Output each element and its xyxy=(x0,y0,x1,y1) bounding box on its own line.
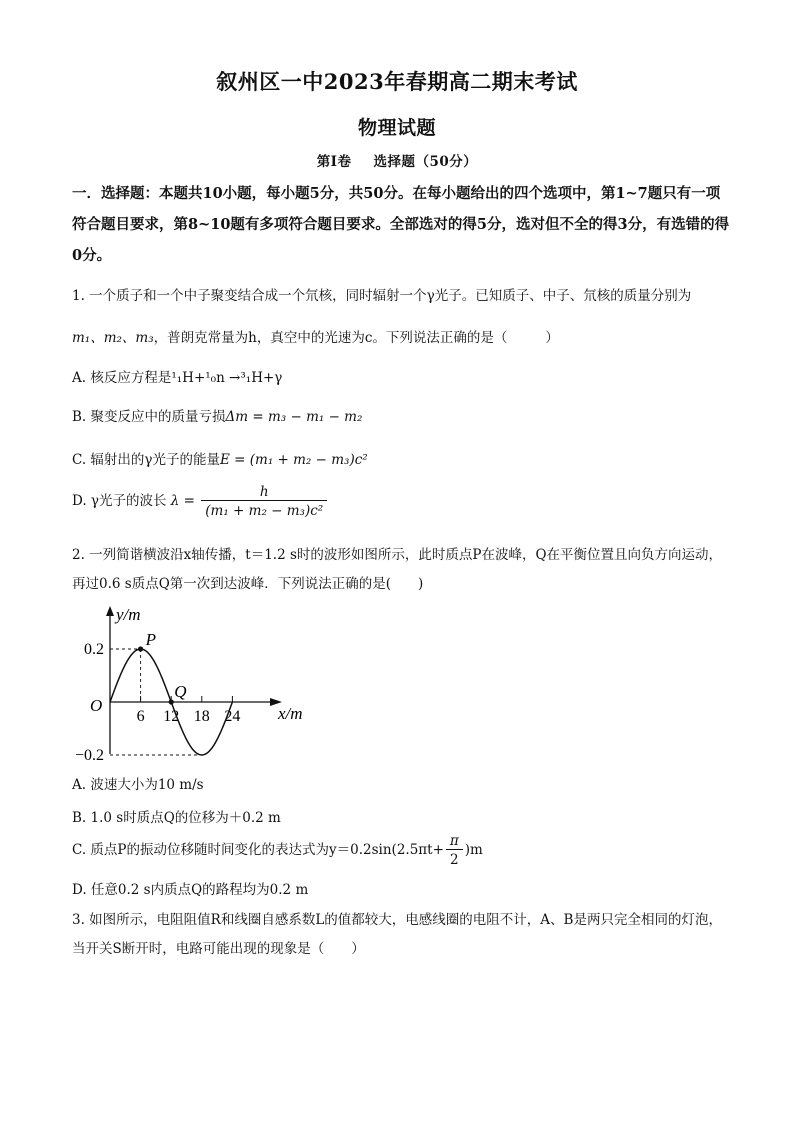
q3-text: 3. 如图所示，电阻阻值R和线圈自感系数L的值都较大，电感线圈的电阻不计，A、B是两只完全相同的灯泡，当开关S断开时，电路可能出现的现象是（ ） xyxy=(72,912,722,957)
wave-graph xyxy=(72,600,332,765)
y-tick-label: −0.2 xyxy=(74,747,104,764)
q2-option-c-denominator: 2 xyxy=(446,849,463,868)
point-p xyxy=(138,646,143,651)
q1-option-d-fraction xyxy=(201,484,327,519)
q1-option-c-label: C. 辐射出的γ光子的能量 xyxy=(72,452,220,468)
q2-option-c-numerator: π xyxy=(449,833,459,849)
q1-option-a-formula: ¹₁H+¹₀n →³₁H+γ xyxy=(171,370,283,386)
q1-option-a xyxy=(72,366,282,386)
y-axis-arrow xyxy=(106,606,114,616)
exam-title: 叙州区一中2023年春期高二期末考试 xyxy=(216,69,578,94)
section-label: 第I卷 xyxy=(316,154,352,170)
x-axis-label: x/m xyxy=(278,704,303,723)
q1-mass-vars: m₁、m₂、m₃ xyxy=(72,330,154,346)
q1-line1: 1. 一个质子和一个中子聚变结合成一个氘核，同时辐射一个γ光子。已知质子、中子、氘核的质量分别为 xyxy=(72,288,692,304)
section-heading xyxy=(0,150,794,170)
q1-option-c xyxy=(72,448,368,468)
q2-option-b: B. 1.0 s时质点Q的位移为＋0.2 m xyxy=(72,810,281,826)
q1-option-b xyxy=(72,405,362,425)
q1-option-b-label: B. 聚变反应中的质量亏损 xyxy=(72,409,226,425)
subject-title: 物理试题 xyxy=(357,117,436,139)
q1-option-d-denominator: (m₁ + m₂ − m₃)c² xyxy=(201,500,327,519)
x-tick-label: 12 xyxy=(163,708,180,725)
q2-option-c-post: )m xyxy=(464,842,483,858)
origin-label: O xyxy=(90,696,103,715)
x-tick-label: 24 xyxy=(224,708,241,725)
q1-option-d-numerator: h xyxy=(259,484,269,500)
q1-line2-text: ，普朗克常量为h，真空中的光速为c。下列说法正确的是（ xyxy=(153,330,508,346)
q1-option-c-formula: E = (m₁ + m₂ − m₃)c² xyxy=(220,452,368,468)
section-name: 选择题（50分） xyxy=(373,154,478,170)
q2-option-c-pre: C. 质点P的振动位移随时间变化的表达式为y＝0.2sin(2.5πt+ xyxy=(72,842,444,858)
x-tick-label: 6 xyxy=(136,708,145,725)
point-label-p: P xyxy=(145,630,156,649)
q1-option-a-label: A. 核反应方程是 xyxy=(72,370,172,386)
q1-option-d-lhs: λ = xyxy=(170,493,195,509)
instructions: 一．选择题：本题共10小题，每小题5分，共50分。在每小题给出的四个选项中，第1~7题只有一项符合题目要求，第8~10题有多项符合题目要求。全部选对的得5分，选对但不全的得3分，有选错的得0分。 xyxy=(72,185,730,264)
y-tick-label: 0.2 xyxy=(84,641,104,658)
q2-option-a: A. 波速大小为10 m/s xyxy=(72,777,204,793)
q1-line2 xyxy=(72,326,559,346)
point-q xyxy=(169,699,174,704)
q1-option-d-label: D. γ光子的波长 xyxy=(72,493,167,509)
q2-text: 2. 一列简谐横波沿x轴传播，t＝1.2 s时的波形如图所示，此时质点P在波峰，Q在平衡位置且向负方向运动，再过0.6 s质点Q第一次到达波峰．下列说法正确的是( ) xyxy=(72,547,723,592)
q1-option-d xyxy=(72,484,329,519)
q2-option-c xyxy=(72,833,483,868)
y-axis-label: y/m xyxy=(116,605,141,624)
q1-line2-close: ） xyxy=(545,330,559,346)
q1-option-b-formula: Δm = m₃ − m₁ − m₂ xyxy=(225,409,363,425)
q2-option-c-fraction xyxy=(446,833,463,868)
q2-option-d: D. 任意0.2 s内质点Q的路程均为0.2 m xyxy=(72,882,309,898)
point-label-q: Q xyxy=(174,682,187,701)
x-tick-label: 18 xyxy=(193,708,210,725)
